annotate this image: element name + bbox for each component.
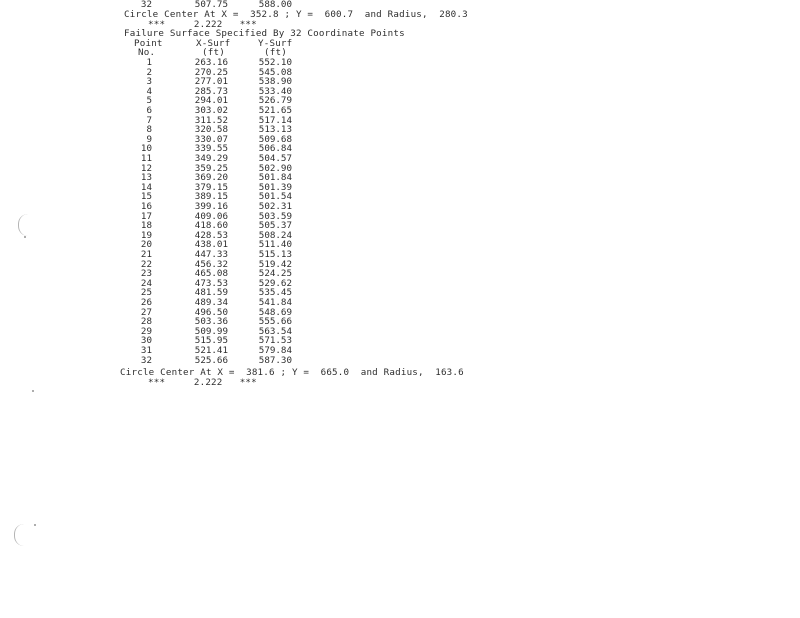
x-surf-value: 525.66 [194,354,228,366]
x-surf-value: 285.73 [194,85,228,97]
point-number: 32 [140,354,152,366]
point-number: 23 [140,268,152,280]
x-surf-value: 339.55 [194,143,228,155]
y-surf-value: 529.62 [258,277,292,289]
point-number: 27 [140,306,152,318]
y-surf-value: 526.79 [258,95,292,107]
y-surf-value: 571.53 [258,335,292,347]
x-surf-value: 521.41 [194,345,228,356]
x-surf-value: 270.25 [194,66,228,78]
x-surf-value: 456.32 [194,258,228,270]
scan-speck [32,390,34,392]
y-surf-value: 517.14 [258,114,292,126]
point-number: 1 [146,57,152,68]
y-surf-value: 524.25 [258,268,292,280]
y-surf-value: 501.54 [258,191,292,203]
point-number: 5 [146,95,152,107]
y-surf-value: 579.84 [258,345,292,356]
y-surf-value: 521.65 [258,105,292,116]
point-number: 9 [146,133,152,145]
point-number: 25 [140,287,152,299]
point-number: 10 [140,143,152,155]
scan-speck [24,236,26,238]
y-surf-value: 541.84 [258,297,292,308]
point-number: 22 [140,258,152,270]
y-surf-value: 552.10 [258,57,292,68]
point-number: 21 [140,249,152,260]
x-surf-value: 507.75 [194,0,228,10]
point-number: 12 [140,162,152,174]
hole-punch-mark [18,214,33,236]
point-number: 30 [140,335,152,347]
y-surf-value: 548.69 [258,306,292,318]
hole-punch-mark [14,524,29,546]
point-number: 13 [140,172,152,184]
y-surf-value: 503.59 [258,210,292,222]
factor-of-safety-1: *** 2.222 *** [148,19,257,30]
x-surf-value: 330.07 [194,133,228,145]
y-surf-value: 501.39 [258,181,292,193]
y-surf-value: 506.84 [258,143,292,155]
y-surf-value: 501.84 [258,172,292,184]
x-surf-value: 481.59 [194,287,228,299]
point-number: 11 [140,153,152,164]
x-surf-value: 294.01 [194,95,228,107]
column-header-point: Point [134,38,163,49]
x-surf-value: 418.60 [194,220,228,232]
x-surf-value: 509.99 [194,325,228,337]
column-header-y-surf: Y-Surf [258,38,293,49]
x-surf-value: 263.16 [194,57,228,68]
point-number: 2 [146,66,152,78]
x-surf-value: 389.15 [194,191,228,203]
column-header-no: No. [138,47,156,58]
point-number: 32 [140,0,152,10]
scan-speck [34,524,36,526]
y-surf-value: 511.40 [258,239,292,251]
y-surf-value: 538.90 [258,76,292,88]
x-surf-value: 515.95 [194,335,228,347]
factor-of-safety-2: *** 2.222 *** [148,377,257,388]
point-number: 16 [140,201,152,212]
y-surf-value: 505.37 [258,220,292,232]
x-surf-value: 359.25 [194,162,228,174]
y-surf-value: 515.13 [258,249,292,260]
y-surf-value: 502.31 [258,201,292,212]
y-surf-value: 508.24 [258,229,292,241]
y-surf-value: 504.57 [258,153,292,164]
x-surf-value: 428.53 [194,229,228,241]
x-surf-value: 369.20 [194,172,228,184]
x-surf-value: 465.08 [194,268,228,280]
x-surf-value: 438.01 [194,239,228,251]
y-surf-value: 502.90 [258,162,292,174]
y-surf-value: 513.13 [258,124,292,136]
column-header-x-surf: X-Surf [196,38,231,49]
x-surf-value: 496.50 [194,306,228,318]
y-surf-value: 535.45 [258,287,292,299]
point-number: 31 [140,345,152,356]
y-surf-value: 555.66 [258,316,292,328]
x-surf-value: 379.15 [194,181,228,193]
point-number: 7 [146,114,152,126]
column-header-x-unit: (ft) [202,47,225,58]
y-surf-value: 545.08 [258,66,292,78]
y-surf-value: 509.68 [258,133,292,145]
x-surf-value: 399.16 [194,201,228,212]
point-number: 17 [140,210,152,222]
point-number: 20 [140,239,152,251]
x-surf-value: 320.58 [194,124,228,136]
y-surf-value: 587.30 [258,354,292,366]
point-number: 8 [146,124,152,136]
x-surf-value: 311.52 [194,114,228,126]
point-number: 18 [140,220,152,232]
circle-center-line-1: Circle Center At X = 352.8 ; Y = 600.7 and Radius, 280.3 [124,9,468,20]
x-surf-value: 277.01 [194,76,228,88]
y-surf-value: 563.54 [258,325,292,337]
point-number: 14 [140,181,152,193]
point-number: 15 [140,191,152,203]
x-surf-value: 447.33 [194,249,228,260]
point-number: 28 [140,316,152,328]
failure-surface-heading: Failure Surface Specified By 32 Coordinate Points [124,28,405,39]
x-surf-value: 503.36 [194,316,228,328]
point-number: 4 [146,85,152,97]
point-number: 3 [146,76,152,88]
point-number: 29 [140,325,152,337]
circle-center-line-2: Circle Center At X = 381.6 ; Y = 665.0 and Radius, 163.6 [120,367,464,378]
x-surf-value: 473.53 [194,277,228,289]
point-number: 19 [140,229,152,241]
point-number: 26 [140,297,152,308]
y-surf-value: 588.00 [258,0,292,10]
point-number: 24 [140,277,152,289]
x-surf-value: 489.34 [194,297,228,308]
y-surf-value: 519.42 [258,258,292,270]
column-header-y-unit: (ft) [264,47,287,58]
x-surf-value: 349.29 [194,153,228,164]
point-number: 6 [146,105,152,116]
x-surf-value: 303.02 [194,105,228,116]
y-surf-value: 533.40 [258,85,292,97]
x-surf-value: 409.06 [194,210,228,222]
